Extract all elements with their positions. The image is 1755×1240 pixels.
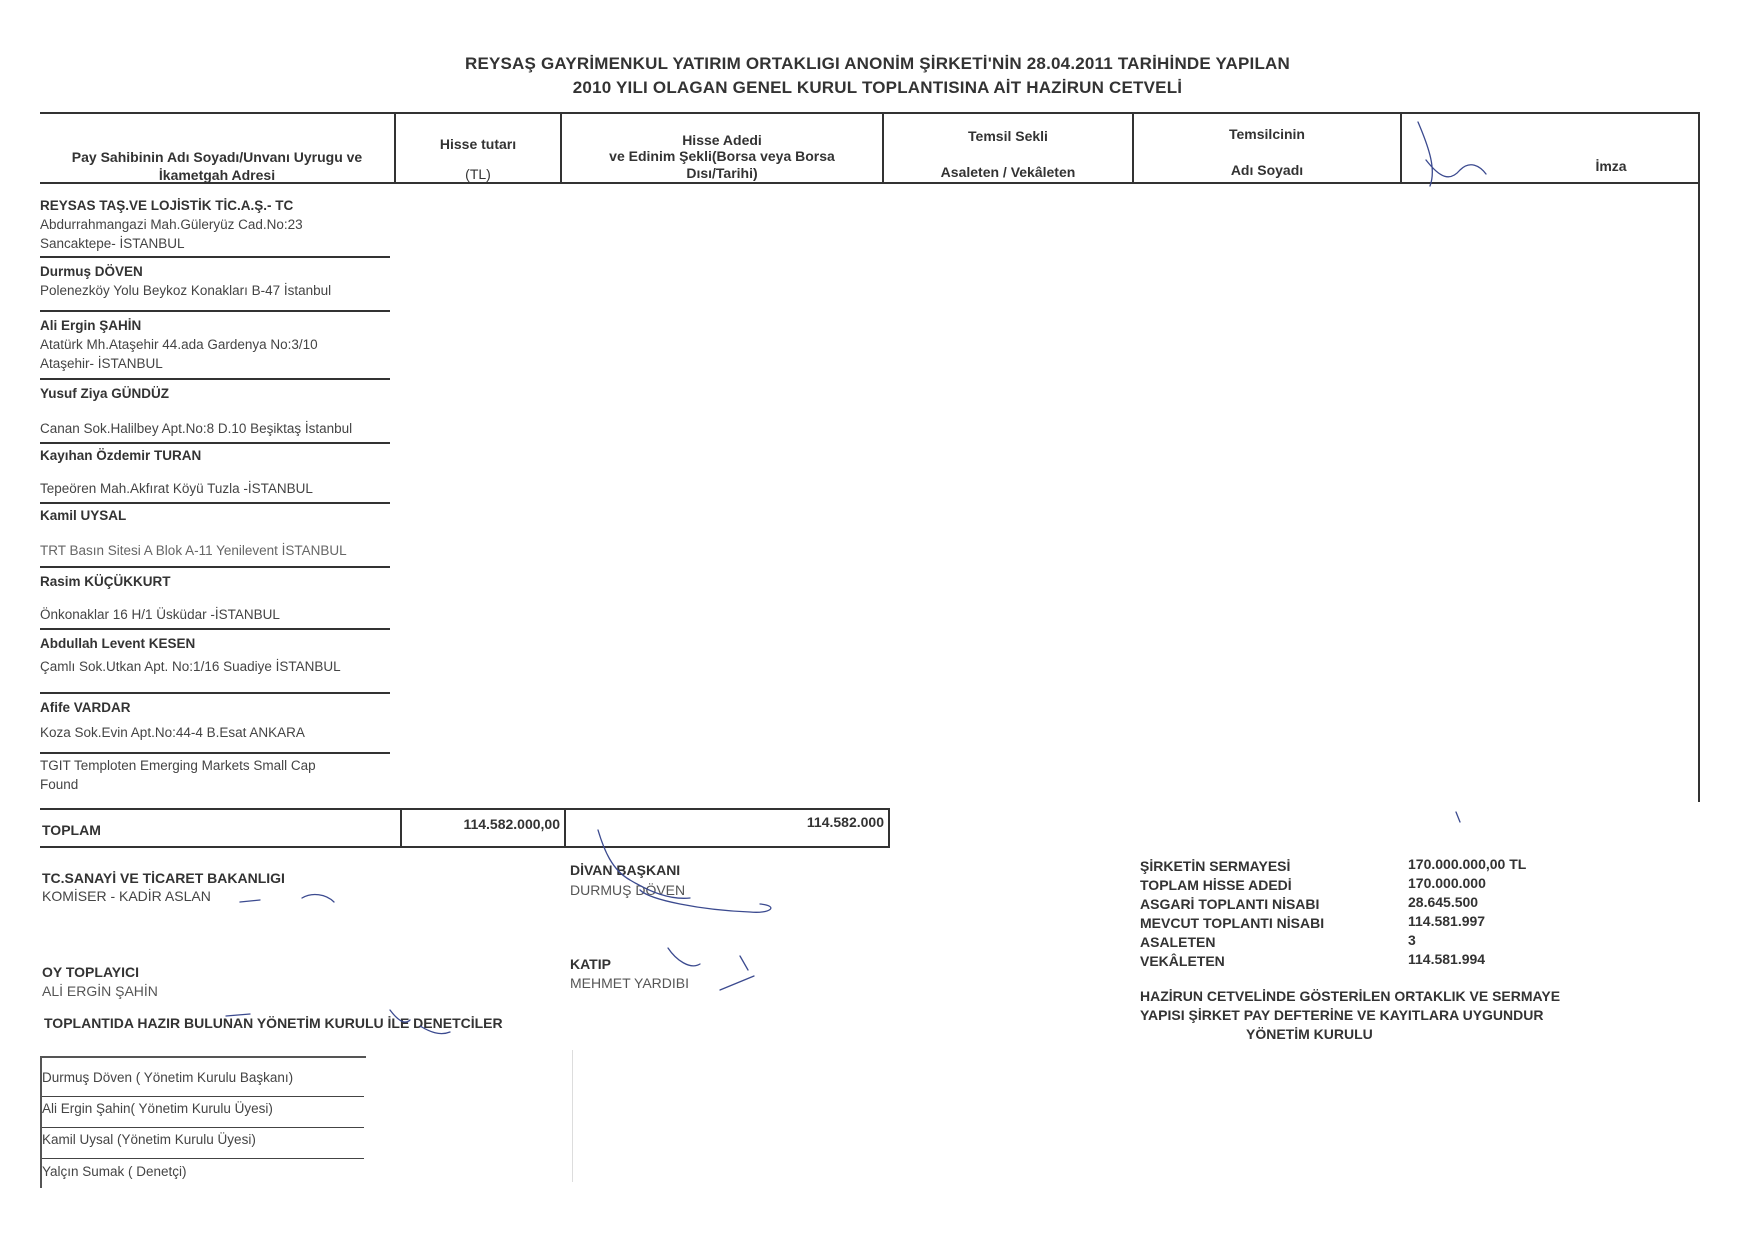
shareholder-address: TRT Basın Sitesi A Blok A-11 Yenilevent İSTANBUL <box>40 543 347 558</box>
header-col-shares-label: Hisse Adedi <box>682 132 762 148</box>
board-heading: TOPLANTIDA HAZIR BULUNAN YÖNETİM KURULU İLE DENETCİLER <box>44 1015 503 1031</box>
shareholder-address: Atatürk Mh.Ataşehir 44.ada Gardenya No:3/10 <box>40 337 318 352</box>
signature-icon <box>390 1010 450 1034</box>
ministry-label: TC.SANAYİ VE TİCARET BAKANLIGI <box>42 870 285 886</box>
shareholder-address: Çamlı Sok.Utkan Apt. No:1/16 Suadiye İSTANBUL <box>40 659 341 674</box>
signature-icon <box>240 900 260 902</box>
shareholder-name: Abdullah Levent KESEN <box>40 636 196 651</box>
shareholder-name: REYSAS TAŞ.VE LOJİSTİK TİC.A.Ş.- TC <box>40 198 294 213</box>
signature-icon <box>302 895 334 902</box>
signature-icon <box>598 830 690 898</box>
summary-value: 170.000.000 <box>1408 875 1486 891</box>
shareholder-name: Kayıhan Özdemir TURAN <box>40 448 202 463</box>
shareholder-address: TGIT Temploten Emerging Markets Small Cap <box>40 758 316 773</box>
oy-toplayici-name: ALİ ERGİN ŞAHİN <box>42 983 158 999</box>
shareholder-address: Abdurrahmangazi Mah.Güleryüz Cad.No:23 <box>40 217 303 232</box>
total-shares: 114.582.000 <box>806 814 884 830</box>
summary-value: 3 <box>1408 932 1416 948</box>
header-col-amount-unit: (TL) <box>465 166 491 182</box>
summary-value: 28.645.500 <box>1408 894 1479 910</box>
shareholder-address: Found <box>40 777 79 792</box>
header-col-representative-label: Temsilcinin <box>1229 126 1305 142</box>
shareholder-name: Afife VARDAR <box>40 700 131 715</box>
oy-toplayici-label: OY TOPLAYICI <box>42 964 139 980</box>
shareholder-name: Yusuf Ziya GÜNDÜZ <box>40 386 170 401</box>
divan-baskani-label: DİVAN BAŞKANI <box>570 862 681 878</box>
document-title-line-1: REYSAŞ GAYRİMENKUL YATIRIM ORTAKLIGI ANONİM ŞİRKETİ'NİN 28.04.2011 TARİHİNDE YAPILAN <box>464 54 1291 73</box>
board-member: Yalçın Sumak ( Denetçi) <box>42 1164 187 1179</box>
summary-note: YAPISI ŞİRKET PAY DEFTERİNE VE KAYITLARA UYGUNDUR <box>1140 1007 1544 1023</box>
signature-icon <box>226 1014 250 1016</box>
shareholder-address: Ataşehir- İSTANBUL <box>40 356 163 371</box>
shareholder-address: Önkonaklar 16 H/1 Üsküdar -İSTANBUL <box>40 607 280 622</box>
summary-note: HAZİRUN CETVELİNDE GÖSTERİLEN ORTAKLIK VE SERMAYE <box>1140 988 1561 1004</box>
shareholder-name: Rasim KÜÇÜKKURT <box>40 574 171 589</box>
shareholder-address: Koza Sok.Evin Apt.No:44-4 B.Esat ANKARA <box>40 725 305 740</box>
summary-label: TOPLAM HİSSE ADEDİ <box>1140 877 1292 893</box>
shareholder-address: Sancaktepe- İSTANBUL <box>40 236 185 251</box>
summary-value: 114.581.994 <box>1408 951 1486 967</box>
shareholder-name: Ali Ergin ŞAHİN <box>40 318 142 333</box>
board-member: Ali Ergin Şahin( Yönetim Kurulu Üyesi) <box>42 1101 364 1128</box>
shareholder-address: Canan Sok.Halilbey Apt.No:8 D.10 Beşiktaş İstanbul <box>40 421 353 436</box>
shareholder-name: Durmuş DÖVEN <box>40 264 143 279</box>
summary-label: ŞİRKETİN SERMAYESİ <box>1140 858 1291 874</box>
summary-value: 114.581.997 <box>1408 913 1486 929</box>
katip-label: KATIP <box>570 956 611 972</box>
header-col-shareholder-label: Pay Sahibinin Adı Soyadı/Unvanı Uyrugu ve İkametgah Adresi <box>71 149 363 183</box>
commissioner-name: KOMİSER - KADİR ASLAN <box>42 888 211 904</box>
header-col-representation-sub: Asaleten / Vekâleten <box>940 164 1076 180</box>
summary-note: YÖNETİM KURULU <box>1246 1026 1373 1042</box>
summary-value: 170.000.000,00 TL <box>1408 856 1527 872</box>
shareholder-name: Kamil UYSAL <box>40 508 127 523</box>
signature-icon <box>1418 122 1486 186</box>
header-col-representation-label: Temsil Sekli <box>968 128 1048 144</box>
shareholder-address: Polenezköy Yolu Beykoz Konakları B-47 İstanbul <box>40 283 332 298</box>
total-amount: 114.582.000,00 <box>463 816 560 832</box>
header-col-shares-sub2: Dısı/Tarihi) <box>686 165 758 181</box>
header-col-shares-sub: ve Edinim Şekli(Borsa veya Borsa <box>609 148 835 164</box>
header-col-signature-label: İmza <box>1595 158 1627 174</box>
divan-baskani-name: DURMUŞ DÖVEN <box>570 882 686 898</box>
shareholder-address: Tepeören Mah.Akfırat Köyü Tuzla -İSTANBUL <box>40 481 313 496</box>
total-label: TOPLAM <box>42 822 101 838</box>
document-title-line-2: 2010 YILI OLAGAN GENEL KURUL TOPLANTISINA AİT HAZİRUN CETVELİ <box>572 78 1183 97</box>
summary-label: ASGARİ TOPLANTI NİSABI <box>1140 896 1320 912</box>
header-col-amount-label: Hisse tutarı <box>439 136 517 152</box>
board-member: Durmuş Döven ( Yönetim Kurulu Başkanı) <box>42 1070 364 1097</box>
katip-name: MEHMET YARDIBI <box>570 975 690 991</box>
summary-label: ASALETEN <box>1140 934 1216 950</box>
signature-icon <box>668 948 754 990</box>
signature-icon <box>1456 812 1460 822</box>
board-member: Kamil Uysal (Yönetim Kurulu Üyesi) <box>42 1132 364 1159</box>
summary-label: MEVCUT TOPLANTI NİSABI <box>1140 915 1325 931</box>
header-col-representative-sub: Adı Soyadı <box>1230 162 1304 178</box>
summary-label: VEKÂLETEN <box>1140 953 1225 969</box>
